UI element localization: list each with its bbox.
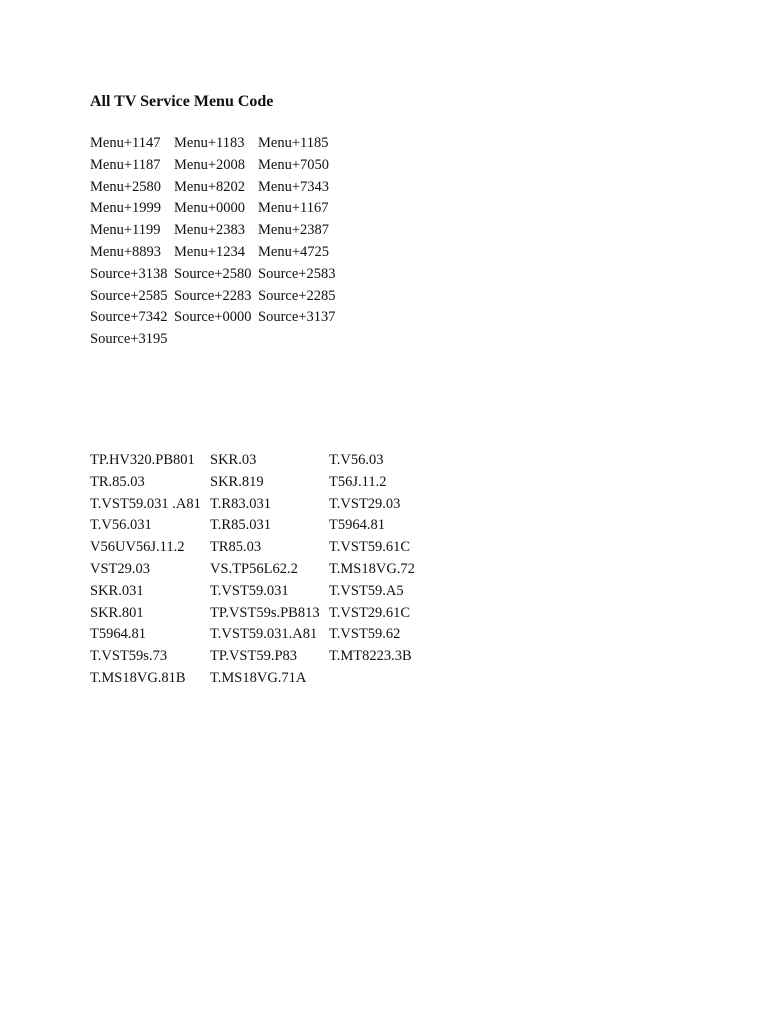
code-cell: Source+0000	[174, 309, 252, 326]
model-cell: T.VST59.031.A81	[210, 626, 318, 643]
code-cell: Source+3138	[90, 265, 168, 282]
model-cell: T.VST59.61C	[329, 539, 411, 556]
table-row	[90, 286, 342, 308]
model-cell: VS.TP56L62.2	[210, 560, 298, 577]
code-cell: Menu+1185	[258, 135, 329, 151]
table-row	[90, 559, 433, 581]
table-row	[90, 177, 342, 199]
table-row	[90, 198, 342, 220]
model-cell: T.R85.031	[210, 517, 271, 534]
model-cell: SKR.819	[210, 473, 264, 490]
model-cell: T.MS18VG.72	[329, 560, 415, 577]
code-cell: Menu+1167	[258, 200, 329, 217]
table-row	[90, 133, 342, 155]
model-code-table	[90, 450, 433, 690]
table-row	[90, 494, 433, 516]
code-cell: Menu+4725	[258, 243, 330, 260]
code-cell: Source+2285	[258, 287, 336, 304]
table-row	[90, 581, 433, 603]
model-cell: VST29.03	[90, 560, 151, 577]
table-row	[90, 329, 342, 351]
model-cell	[329, 668, 433, 690]
model-cell: T.VST59.62	[329, 626, 401, 643]
model-cell: V56UV56J.11.2	[90, 539, 185, 556]
code-cell: Menu+1999	[90, 200, 162, 217]
model-cell: T.VST59.A5	[329, 582, 404, 599]
code-cell: Menu+1234	[174, 243, 246, 260]
code-cell: Menu+2580	[90, 178, 162, 195]
table-row	[90, 537, 433, 559]
model-cell: TP.HV320.PB801	[90, 452, 195, 468]
code-cell: Menu+8202	[174, 178, 246, 195]
model-cell: SKR.801	[90, 604, 144, 621]
table-row	[90, 603, 433, 625]
table-row	[90, 668, 433, 690]
code-cell: Menu+1183	[174, 135, 245, 151]
model-cell: SKR.031	[90, 582, 144, 599]
code-cell: Source+7342	[90, 309, 168, 326]
model-cell: T.MS18VG.71A	[210, 669, 307, 686]
code-cell	[258, 329, 342, 351]
model-cell: SKR.03	[210, 452, 257, 468]
table-row	[90, 220, 342, 242]
table-row	[90, 307, 342, 329]
code-cell: Menu+0000	[174, 200, 246, 217]
code-cell: Source+2580	[174, 265, 252, 282]
model-cell: T.VST59.031	[210, 582, 289, 599]
code-cell: Menu+7343	[258, 178, 330, 195]
model-cell: TR85.03	[210, 539, 262, 556]
code-cell: Menu+1199	[90, 222, 161, 239]
model-cell: TP.VST59s.PB813	[210, 604, 320, 621]
model-cell: T.VST59s.73	[90, 648, 168, 665]
model-cell: T5964.81	[329, 517, 385, 534]
code-cell: Menu+1147	[90, 135, 161, 151]
code-cell: Menu+1187	[90, 156, 161, 173]
model-cell: T.MS18VG.81B	[90, 669, 186, 686]
model-cell: TP.VST59.P83	[210, 648, 298, 665]
code-cell: Source+3137	[258, 309, 336, 326]
model-cell: T.R83.031	[210, 495, 271, 512]
model-cell: TR.85.03	[90, 473, 145, 490]
model-cell: T56J.11.2	[329, 473, 387, 490]
table-row	[90, 450, 433, 472]
code-cell: Menu+2383	[174, 222, 246, 239]
table-row	[90, 155, 342, 177]
model-cell: T.V56.031	[90, 517, 152, 534]
table-row	[90, 264, 342, 286]
code-cell: Menu+2387	[258, 222, 330, 239]
model-cell: T5964.81	[90, 626, 146, 643]
model-cell: T.V56.03	[329, 452, 384, 468]
table-row	[90, 515, 433, 537]
code-cell: Source+2585	[90, 287, 168, 304]
code-cell: Menu+2008	[174, 156, 246, 173]
code-cell: Source+2583	[258, 265, 336, 282]
table-row	[90, 624, 433, 646]
code-cell: Source+2283	[174, 287, 252, 304]
table-row	[90, 242, 342, 264]
model-cell: T.VST59.031 .A81	[90, 495, 201, 512]
table-row	[90, 646, 433, 668]
model-cell: T.VST29.61C	[329, 604, 411, 621]
document-title: All TV Service Menu Code	[90, 93, 274, 110]
table-row	[90, 472, 433, 494]
code-cell: Source+3195	[90, 331, 168, 348]
code-cell: Menu+8893	[90, 243, 162, 260]
code-cell	[174, 329, 258, 351]
model-cell: T.VST29.03	[329, 495, 401, 512]
code-cell: Menu+7050	[258, 156, 330, 173]
model-cell: T.MT8223.3B	[329, 648, 412, 665]
menu-code-table	[90, 133, 342, 351]
